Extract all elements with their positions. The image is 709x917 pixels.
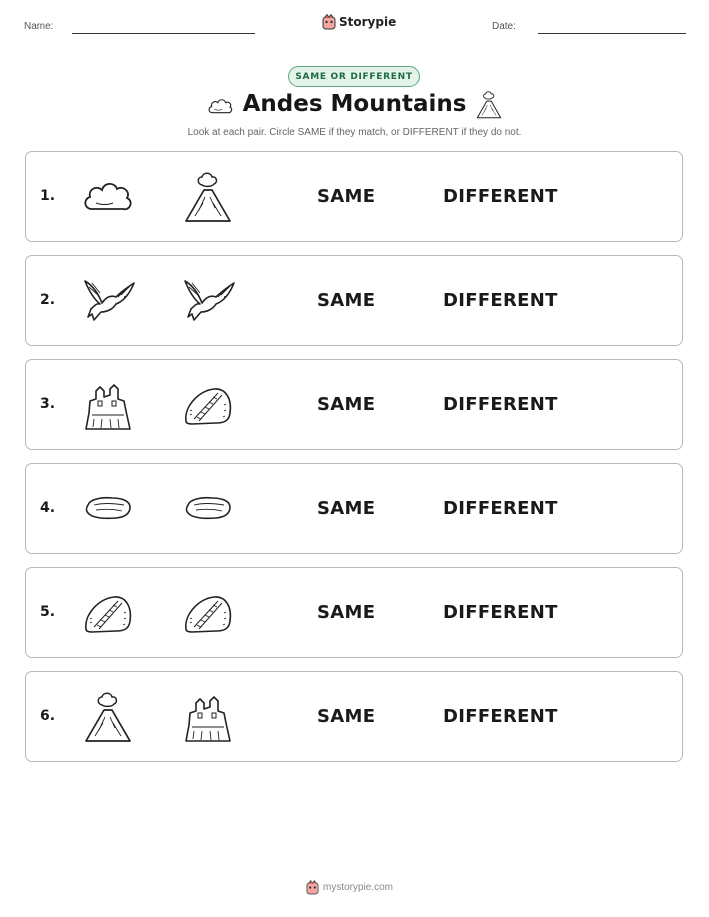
different-option[interactable]: DIFFERENT — [443, 186, 558, 207]
cloud-icon — [205, 96, 235, 116]
condor-icon — [180, 273, 236, 329]
terraced-hill-icon — [80, 585, 136, 641]
terraced-hill-icon — [180, 377, 236, 433]
storypie-mascot-icon — [306, 880, 319, 895]
brand-name: Storypie — [339, 15, 397, 29]
cloud-icon — [80, 169, 136, 225]
same-option[interactable]: SAME — [317, 290, 376, 311]
cliff-village-icon — [80, 377, 136, 433]
footer — [306, 880, 393, 895]
page-title: Andes Mountains — [242, 91, 467, 117]
different-option[interactable]: DIFFERENT — [443, 394, 558, 415]
date-line[interactable] — [538, 33, 686, 34]
terraced-hill-icon — [180, 585, 236, 641]
same-option[interactable]: SAME — [317, 602, 376, 623]
question-card — [25, 567, 683, 658]
question-card — [25, 359, 683, 450]
flat-rock-icon — [80, 481, 136, 537]
question-number: 5. — [40, 604, 56, 620]
question-card — [25, 463, 683, 554]
date-label: Date: — [492, 21, 516, 32]
question-card — [25, 255, 683, 346]
storypie-mascot-icon — [322, 14, 336, 30]
question-number: 3. — [40, 396, 56, 412]
same-option[interactable]: SAME — [317, 706, 376, 727]
question-number: 2. — [40, 292, 56, 308]
same-option[interactable]: SAME — [317, 498, 376, 519]
instructions: Look at each pair. Circle SAME if they match, or DIFFERENT if they do not. — [187, 127, 522, 138]
question-number: 6. — [40, 708, 56, 724]
name-line[interactable] — [72, 33, 255, 34]
same-option[interactable]: SAME — [317, 186, 376, 207]
question-number: 1. — [40, 188, 56, 204]
question-card — [25, 151, 683, 242]
cliff-village-icon — [180, 689, 236, 745]
brand-logo — [322, 14, 396, 30]
different-option[interactable]: DIFFERENT — [443, 290, 558, 311]
question-card — [25, 671, 683, 762]
volcano-icon — [474, 90, 504, 120]
same-option[interactable]: SAME — [317, 394, 376, 415]
worksheet-type-badge: SAME OR DIFFERENT — [288, 66, 420, 87]
condor-icon — [80, 273, 136, 329]
different-option[interactable]: DIFFERENT — [443, 602, 558, 623]
flat-rock-icon — [180, 481, 236, 537]
volcano-icon — [80, 689, 136, 745]
question-number: 4. — [40, 500, 56, 516]
different-option[interactable]: DIFFERENT — [443, 706, 558, 727]
footer-url[interactable]: mystorypie.com — [323, 882, 394, 893]
name-label: Name: — [24, 21, 54, 32]
different-option[interactable]: DIFFERENT — [443, 498, 558, 519]
volcano-icon — [180, 169, 236, 225]
